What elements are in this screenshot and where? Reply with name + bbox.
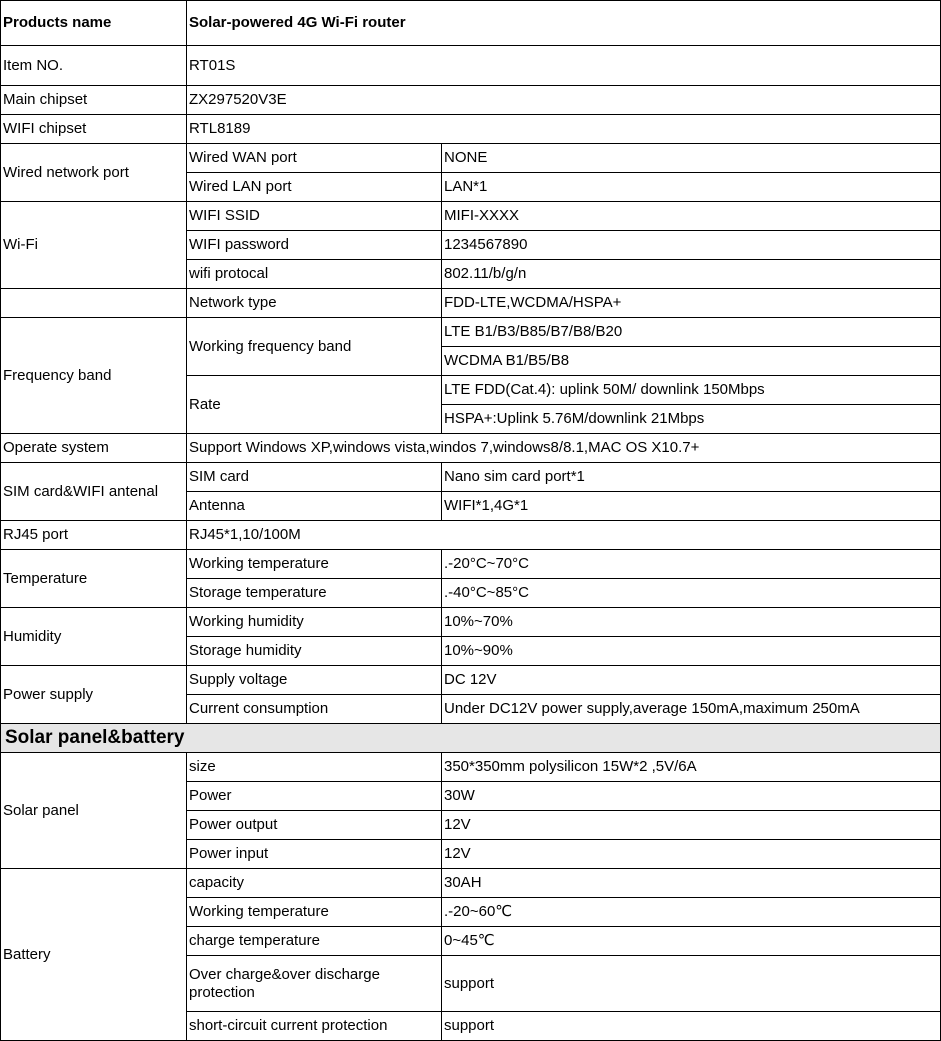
row-key: Working temperature: [187, 898, 442, 927]
row-key: Storage temperature: [187, 579, 442, 608]
row-value: .-20°C~70°C: [442, 550, 941, 579]
row-key: Wired LAN port: [187, 173, 442, 202]
row-key: Network type: [187, 289, 442, 318]
row-value: ZX297520V3E: [187, 86, 941, 115]
row-key: capacity: [187, 869, 442, 898]
table-row: [1, 289, 941, 318]
empty-label: [1, 289, 187, 318]
group-label: Wi-Fi: [1, 202, 187, 289]
row-value: 10%~70%: [442, 608, 941, 637]
sub-group-label: Rate: [187, 376, 442, 434]
row-key: Power: [187, 782, 442, 811]
row-value: LTE FDD(Cat.4): uplink 50M/ downlink 150Mbps: [442, 376, 941, 405]
row-key: Current consumption: [187, 695, 442, 724]
group-label: SIM card&WIFI antenal: [1, 463, 187, 521]
row-key: Antenna: [187, 492, 442, 521]
section-title: Solar panel&battery: [1, 724, 941, 753]
row-value: Under DC12V power supply,average 150mA,maximum 250mA: [442, 695, 941, 724]
row-value: FDD-LTE,WCDMA/HSPA+: [442, 289, 941, 318]
row-value: support: [442, 1012, 941, 1041]
table-row: [1, 86, 941, 115]
row-key: SIM card: [187, 463, 442, 492]
row-value: .-20~60℃: [442, 898, 941, 927]
row-value: 1234567890: [442, 231, 941, 260]
group-label: Power supply: [1, 666, 187, 724]
row-value: LAN*1: [442, 173, 941, 202]
row-key: WIFI password: [187, 231, 442, 260]
group-label: Solar panel: [1, 753, 187, 869]
table-row: [1, 115, 941, 144]
row-value: .-40°C~85°C: [442, 579, 941, 608]
row-key: wifi protocal: [187, 260, 442, 289]
table-row: [1, 869, 941, 898]
row-value: DC 12V: [442, 666, 941, 695]
row-value: HSPA+:Uplink 5.76M/downlink 21Mbps: [442, 405, 941, 434]
table-row: [1, 463, 941, 492]
row-value: 12V: [442, 840, 941, 869]
row-key: Working temperature: [187, 550, 442, 579]
row-value: 30W: [442, 782, 941, 811]
section-row: [1, 724, 941, 753]
table-row: [1, 608, 941, 637]
table-row: [1, 666, 941, 695]
row-label: RJ45 port: [1, 521, 187, 550]
row-key: Working humidity: [187, 608, 442, 637]
table-row: [1, 202, 941, 231]
table-row: [1, 434, 941, 463]
row-key: Power output: [187, 811, 442, 840]
header-row: [1, 1, 941, 46]
row-value: 0~45℃: [442, 927, 941, 956]
row-key: short-circuit current protection: [187, 1012, 442, 1041]
row-key: size: [187, 753, 442, 782]
row-key: Supply voltage: [187, 666, 442, 695]
row-value: 12V: [442, 811, 941, 840]
group-label: Battery: [1, 869, 187, 1041]
row-value: WCDMA B1/B5/B8: [442, 347, 941, 376]
table-row: [1, 318, 941, 347]
row-label: Main chipset: [1, 86, 187, 115]
row-value: Nano sim card port*1: [442, 463, 941, 492]
row-value: RJ45*1,10/100M: [187, 521, 941, 550]
row-value: MIFI-XXXX: [442, 202, 941, 231]
row-label: WIFI chipset: [1, 115, 187, 144]
group-label: Wired network port: [1, 144, 187, 202]
row-key: Storage humidity: [187, 637, 442, 666]
row-key: charge temperature: [187, 927, 442, 956]
group-label: Frequency band: [1, 318, 187, 434]
row-key: Wired WAN port: [187, 144, 442, 173]
row-key: Over charge&over discharge protection: [187, 956, 442, 1012]
header-products-name: Products name: [1, 1, 187, 46]
row-label: Item NO.: [1, 46, 187, 86]
row-value: NONE: [442, 144, 941, 173]
row-value: support: [442, 956, 941, 1012]
header-product-title: Solar-powered 4G Wi-Fi router: [187, 1, 941, 46]
group-label: Temperature: [1, 550, 187, 608]
table-row: [1, 550, 941, 579]
row-key: Power input: [187, 840, 442, 869]
row-value: RTL8189: [187, 115, 941, 144]
table-row: [1, 46, 941, 86]
row-label: Operate system: [1, 434, 187, 463]
sub-group-label: Working frequency band: [187, 318, 442, 376]
row-value: LTE B1/B3/B85/B7/B8/B20: [442, 318, 941, 347]
group-label: Humidity: [1, 608, 187, 666]
row-key: WIFI SSID: [187, 202, 442, 231]
row-value: Support Windows XP,windows vista,windos 7,windows8/8.1,MAC OS X10.7+: [187, 434, 941, 463]
table-row: [1, 753, 941, 782]
row-value: 30AH: [442, 869, 941, 898]
table-row: [1, 521, 941, 550]
row-value: 10%~90%: [442, 637, 941, 666]
row-value: WIFI*1,4G*1: [442, 492, 941, 521]
row-value: 802.11/b/g/n: [442, 260, 941, 289]
table-row: [1, 144, 941, 173]
row-value: 350*350mm polysilicon 15W*2 ,5V/6A: [442, 753, 941, 782]
row-value: RT01S: [187, 46, 941, 86]
